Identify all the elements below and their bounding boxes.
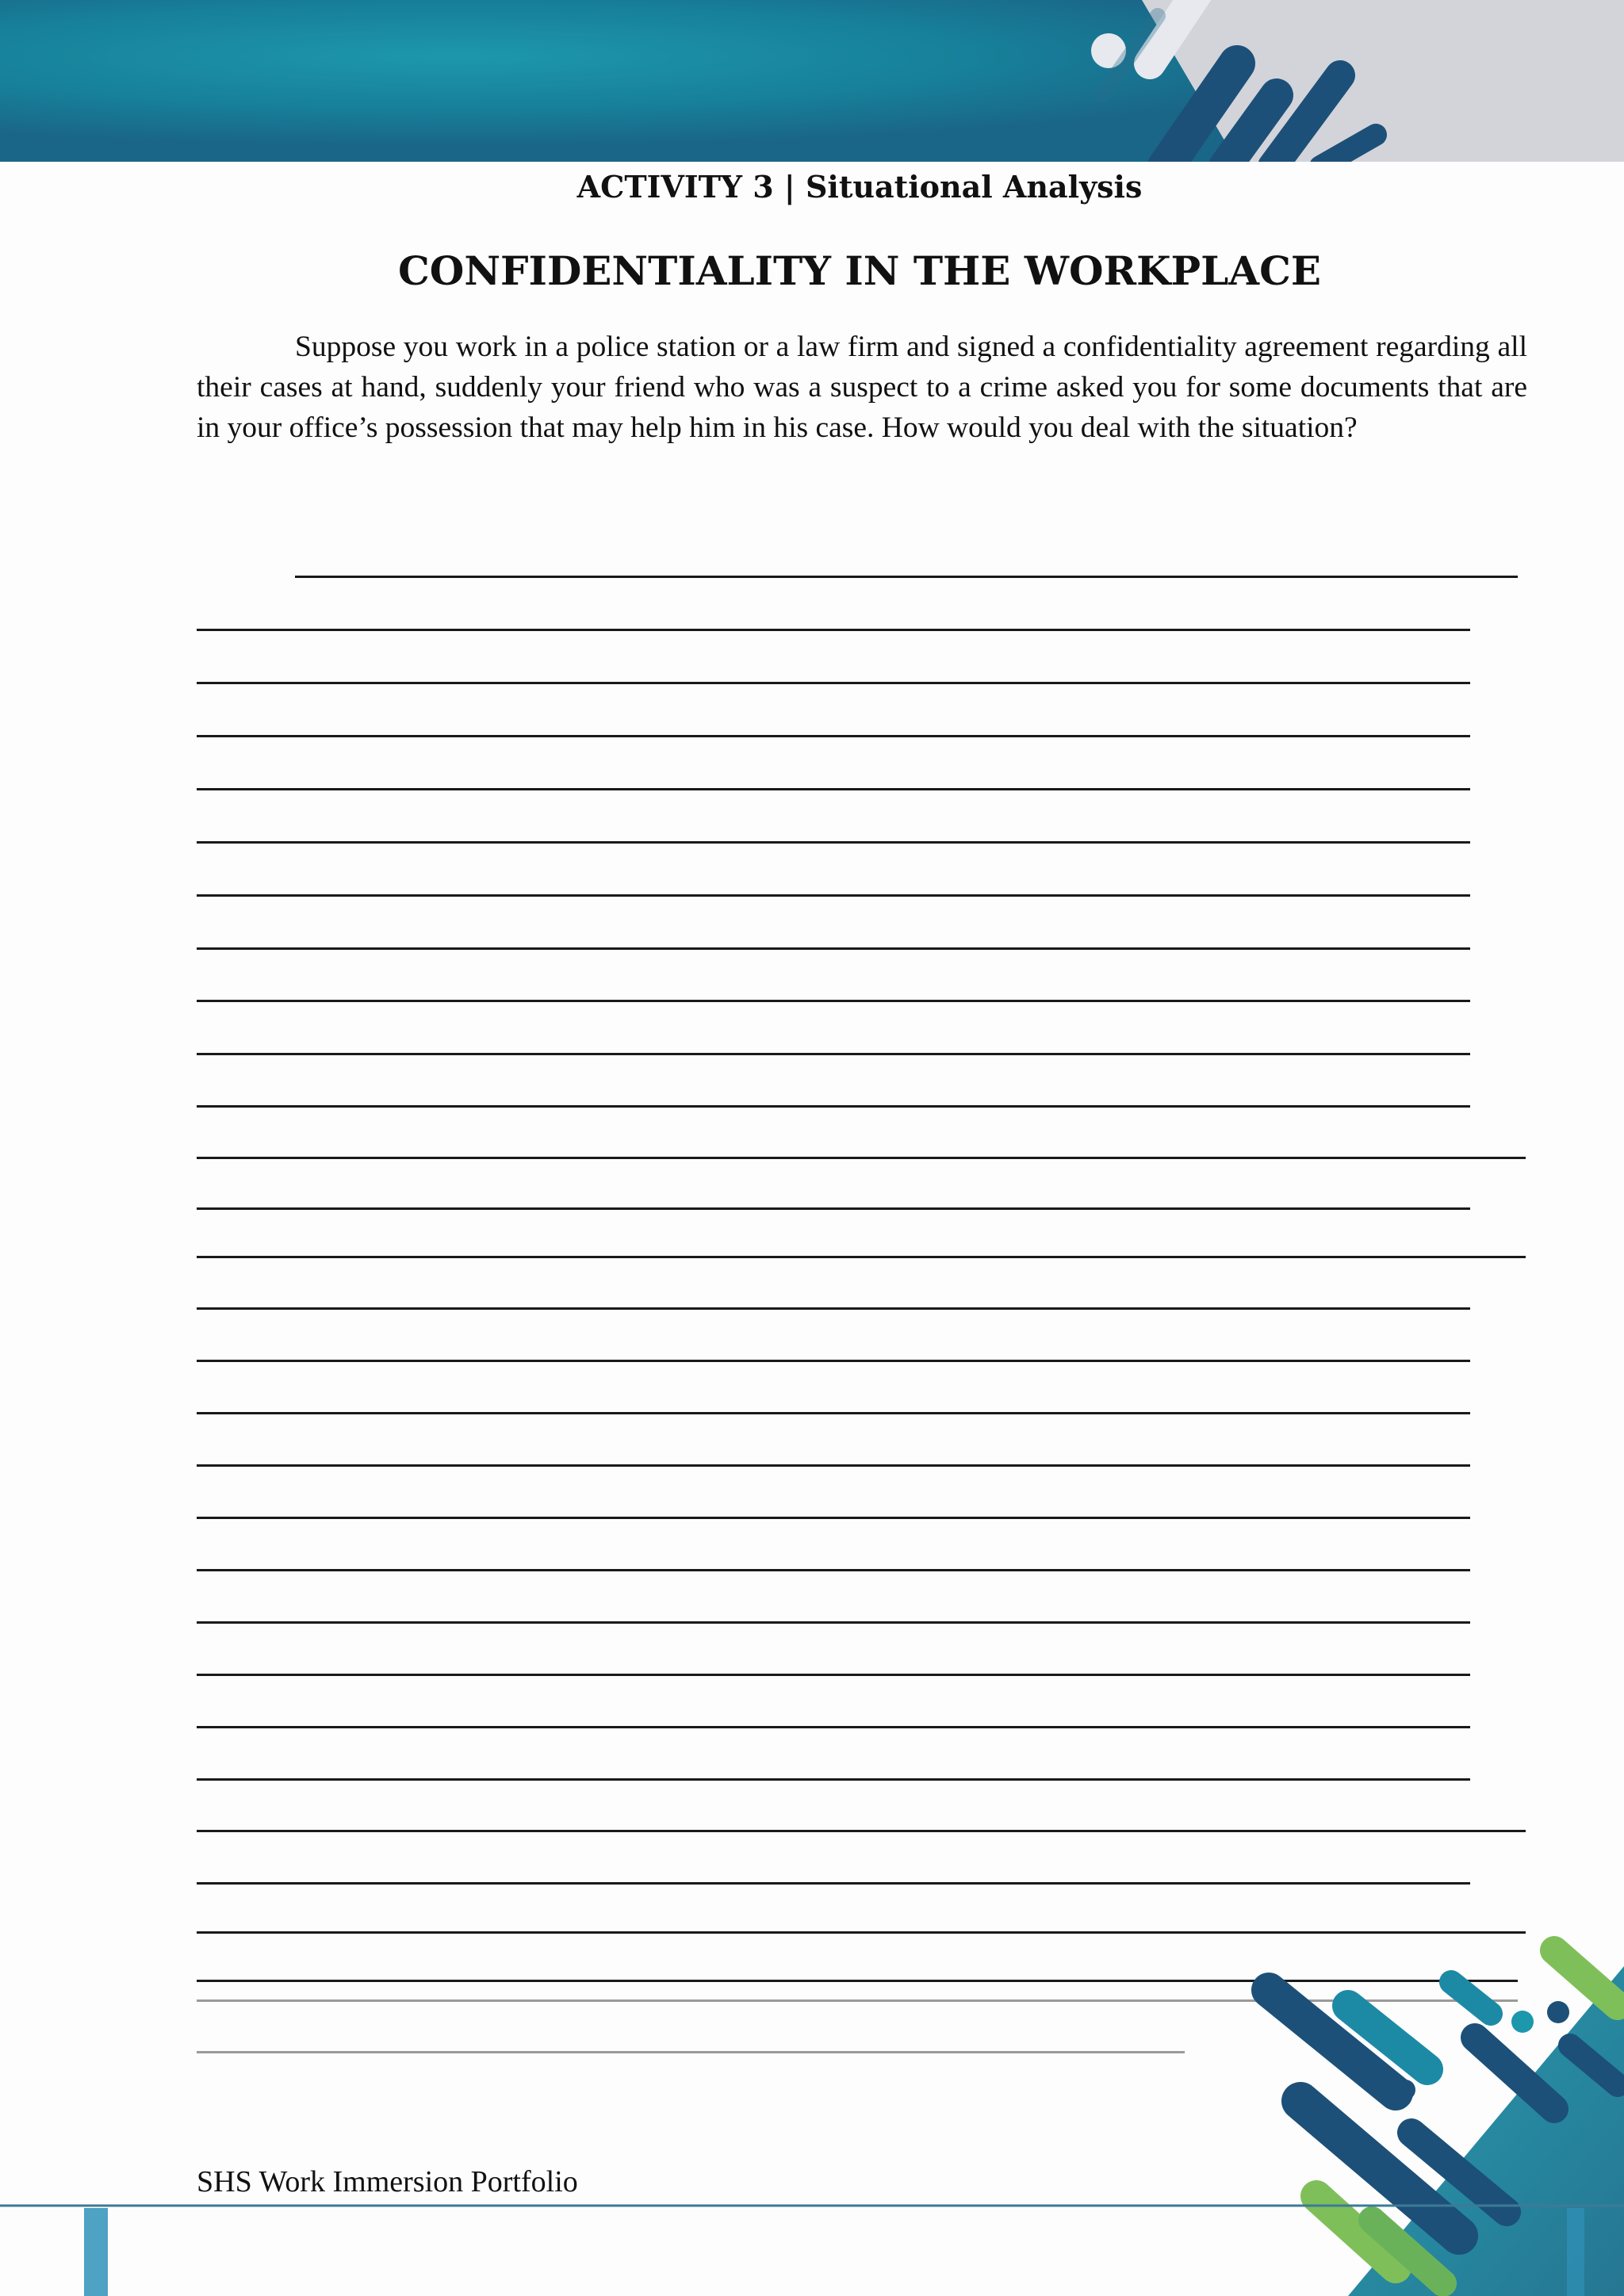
answer-line[interactable] <box>197 1778 1470 1781</box>
answer-line[interactable] <box>197 629 1470 631</box>
answer-line[interactable] <box>197 947 1470 950</box>
page-title: CONFIDENTIALITY IN THE WORKPLACE <box>398 247 1321 294</box>
answer-line[interactable] <box>197 1464 1470 1467</box>
answer-line[interactable] <box>197 1412 1470 1414</box>
answer-line[interactable] <box>197 1000 1470 1002</box>
answer-line[interactable] <box>197 1726 1470 1728</box>
answer-line[interactable] <box>197 1256 1526 1258</box>
answer-line[interactable] <box>197 894 1470 897</box>
answer-line[interactable] <box>197 1830 1526 1832</box>
activity-title: ACTIVITY 3 | Situational Analysis <box>576 169 1143 205</box>
answer-line[interactable] <box>197 1882 1470 1885</box>
answer-line[interactable] <box>197 1157 1526 1159</box>
header-banner <box>0 0 1624 162</box>
header-decoration <box>0 0 1624 162</box>
answer-line[interactable] <box>197 682 1470 684</box>
answer-line[interactable] <box>197 788 1470 790</box>
answer-line[interactable] <box>197 1931 1526 1934</box>
answer-line[interactable] <box>197 1053 1470 1055</box>
footer-label: SHS Work Immersion Portfolio <box>197 2165 578 2198</box>
footer-streaks <box>0 1934 1624 2296</box>
answer-line[interactable] <box>197 1105 1470 1108</box>
answer-line[interactable] <box>197 1207 1470 1210</box>
answer-line[interactable] <box>295 576 1518 578</box>
footer-decoration <box>0 1934 1624 2296</box>
situation-prompt: Suppose you work in a police station or a law firm and signed a confidentiality agreement regarding all their cases at hand, suddenly your friend who was a suspect to a crime asked you for some documents that are in your office’s possession that may help him in his case. How would you deal with the situation? <box>197 331 1527 444</box>
answer-line[interactable] <box>197 1517 1470 1519</box>
answer-line[interactable] <box>197 735 1470 737</box>
answer-line[interactable] <box>197 1360 1470 1362</box>
answer-line[interactable] <box>197 841 1470 844</box>
answer-line[interactable] <box>197 1621 1470 1624</box>
answer-line[interactable] <box>197 1307 1470 1310</box>
answer-line[interactable] <box>197 1674 1470 1676</box>
answer-line[interactable] <box>197 1569 1470 1571</box>
